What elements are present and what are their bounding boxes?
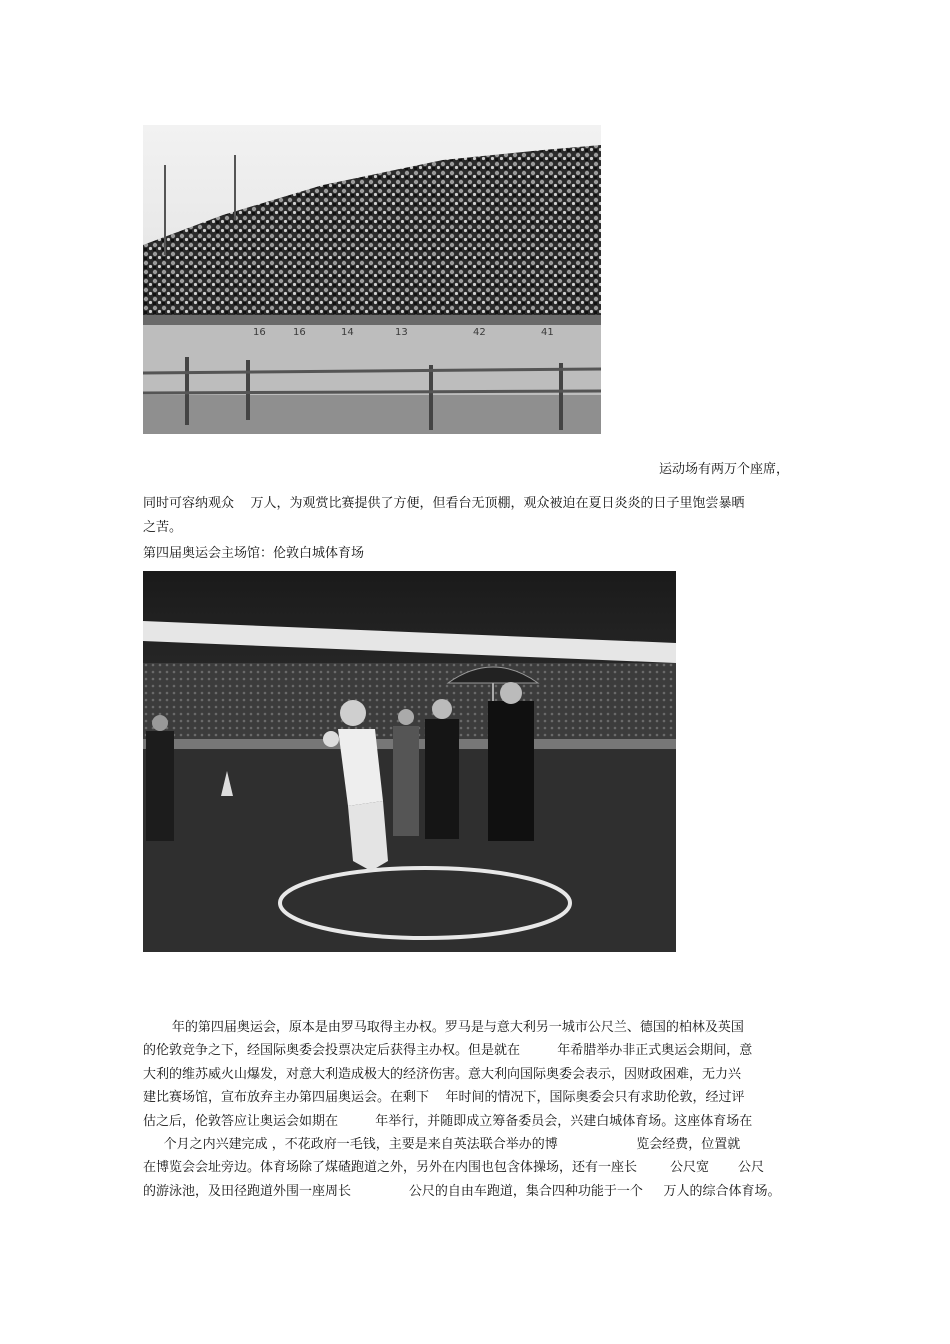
stadium-crowd-photo [143, 125, 601, 434]
caption1-line3: 之苦。 [143, 520, 183, 535]
seat-number: 16 [253, 327, 266, 338]
seat-number: 16 [293, 327, 306, 338]
seat-number: 13 [395, 327, 408, 338]
body-line: 估之后，伦敦答应让奥运会如期在 年举行，并随即成立筹备委员会，兴建白城体育场。这座体育场在 [143, 1113, 753, 1129]
seat-number: 14 [341, 327, 354, 338]
body-line: 年的第四届奥运会，原本是由罗马取得主办权。罗马是与意大利另一城市公尺兰、德国的柏林及英国 [143, 1020, 744, 1035]
caption1-line2: 同时可容纳观众 万人，为观赏比赛提供了方便，但看台无顶棚，观众被迫在夏日炎炎的日子里饱尝暴晒 [143, 496, 745, 511]
body-paragraph [143, 1016, 823, 1203]
body-line: 大利的维苏威火山爆发，对意大利造成极大的经济伤害。意大利向国际奥委会表示，因财政困难，无力兴 [143, 1066, 742, 1082]
body-line: 个月之内兴建完成 ，不花政府一毛钱，主要是来自英法联合举办的博 览会经费，位置就 [143, 1136, 741, 1152]
body-line: 的伦敦竞争之下，经国际奥委会投票决定后获得主办权。但是就在 年希腊举办非正式奥运会期间，意 [143, 1043, 753, 1059]
seat-number: 42 [473, 327, 486, 338]
caption1-right: 运动场有两万个座席， [659, 462, 790, 477]
shot-put-photo [143, 571, 676, 952]
body-line: 建比赛场馆，宣布放弃主办第四届奥运会。在剩下 年时间的情况下，国际奥委会只有求助伦敦，经过评 [143, 1090, 745, 1106]
caption2: 第四届奥运会主场馆：伦敦白城体育场 [143, 546, 365, 561]
seat-number: 41 [541, 327, 554, 338]
body-line: 的游泳池，及田径跑道外围一座周长 公尺的自由车跑道，集合四种功能于一个 万人的综合体育场。 [143, 1183, 781, 1199]
stadium-crowd-illustration [143, 125, 601, 434]
body-line: 在博览会会址旁边。体育场除了煤碴跑道之外，另外在内围也包含体操场，还有一座长 公尺宽 公尺 [143, 1160, 764, 1176]
shot-put-illustration [143, 571, 676, 952]
